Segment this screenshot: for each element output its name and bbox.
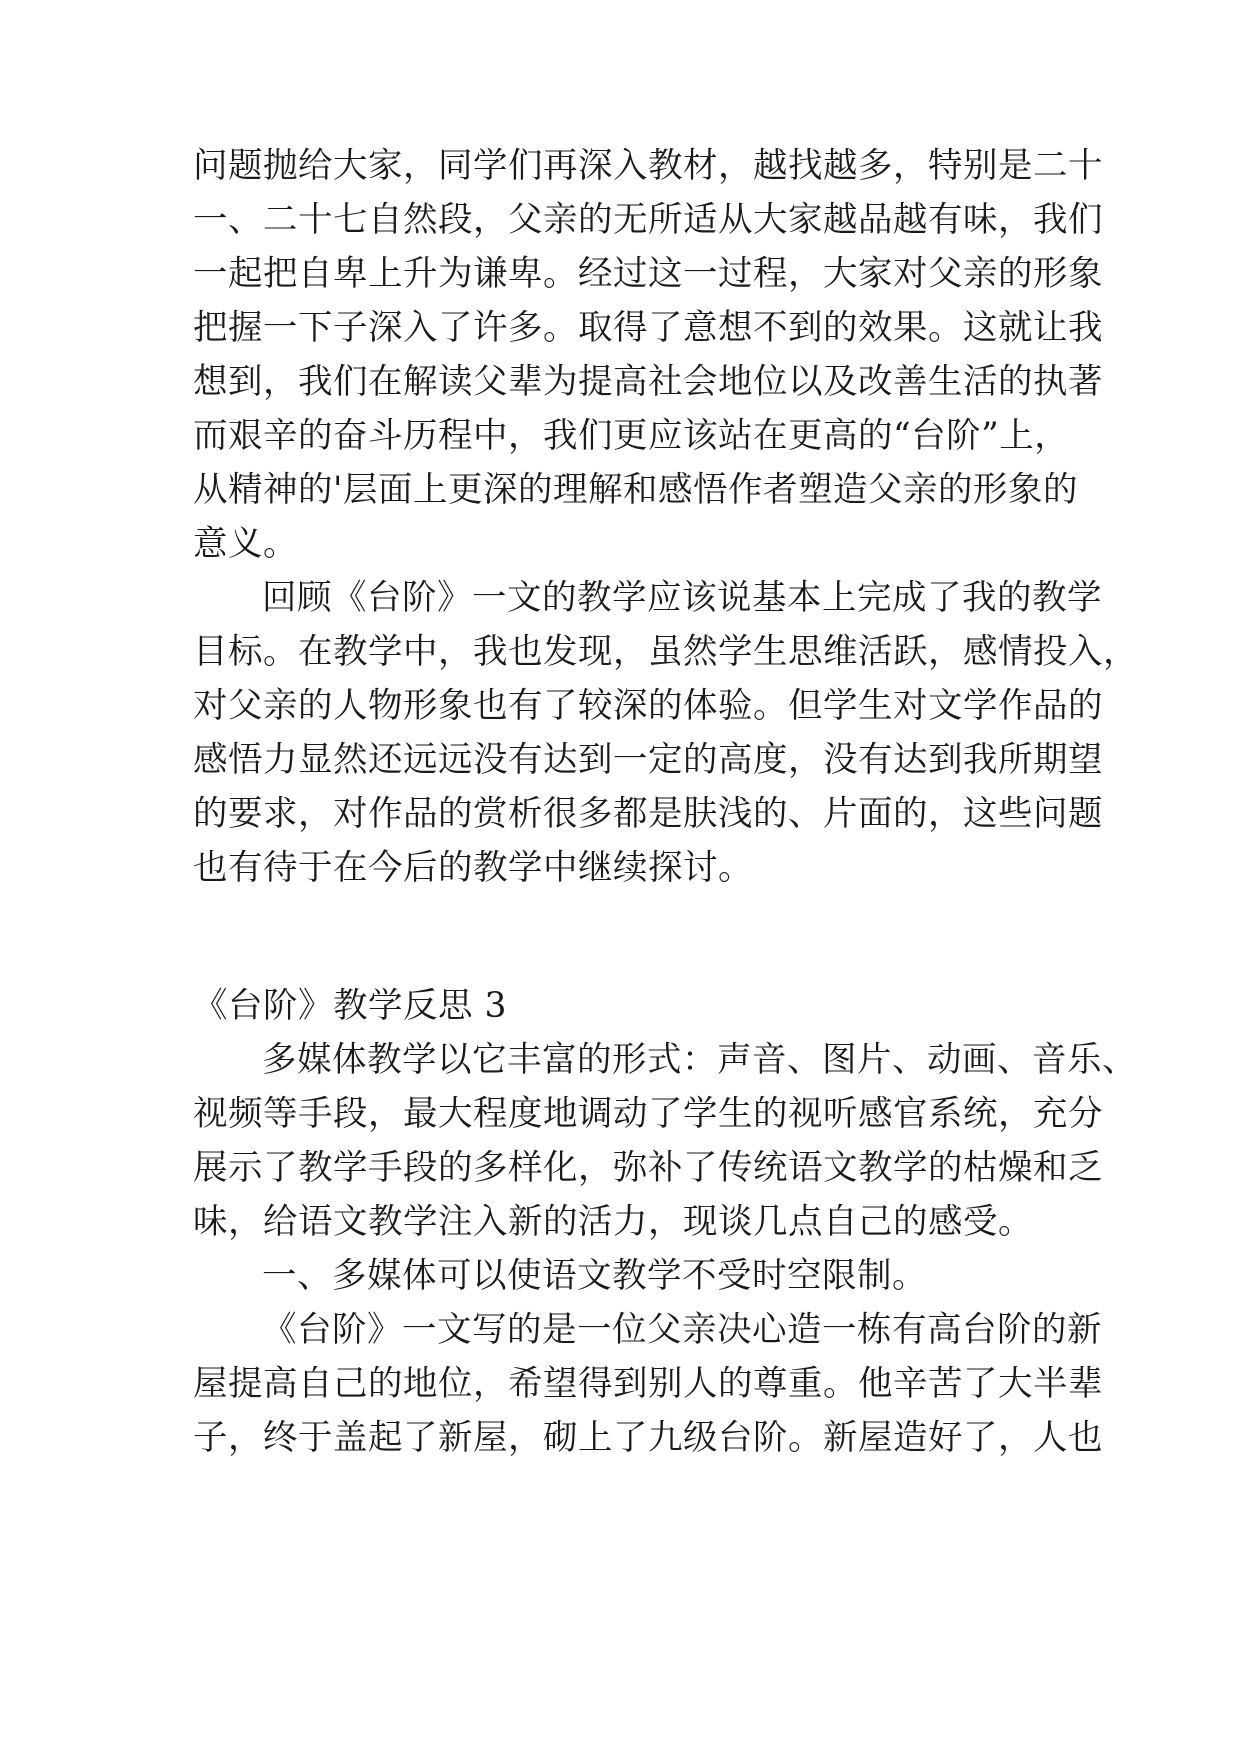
paragraph-line: 把握一下子深入了许多。取得了意想不到的效果。这就让我 bbox=[193, 308, 1103, 348]
paragraph-line: 感悟力显然还远远没有达到一定的高度，没有达到我所期望 bbox=[193, 740, 1103, 780]
paragraph-line: 子，终于盖起了新屋，砌上了九级台阶。新屋造好了，人也 bbox=[193, 1418, 1103, 1458]
paragraph-line: 多媒体教学以它丰富的形式：声音、图片、动画、音乐、 bbox=[262, 1040, 1137, 1080]
paragraph-line: 屋提高自己的地位，希望得到别人的尊重。他辛苦了大半辈 bbox=[193, 1364, 1103, 1404]
paragraph-line: 问题抛给大家，同学们再深入教材，越找越多，特别是二十 bbox=[193, 146, 1103, 186]
paragraph-line: 也有待于在今后的教学中继续探讨。 bbox=[193, 848, 753, 888]
paragraph-line: 目标。在教学中，我也发现，虽然学生思维活跃，感情投入， bbox=[193, 632, 1138, 672]
paragraph-line: 《台阶》一文写的是一位父亲决心造一栋有高台阶的新 bbox=[262, 1310, 1102, 1350]
section-title: 《台阶》教学反思 3 bbox=[193, 986, 507, 1026]
paragraph-line: 回顾《台阶》一文的教学应该说基本上完成了我的教学 bbox=[262, 578, 1102, 618]
paragraph-line: 对父亲的人物形象也有了较深的体验。但学生对文学作品的 bbox=[193, 686, 1103, 726]
paragraph-line: 一起把自卑上升为谦卑。经过这一过程，大家对父亲的形象 bbox=[193, 254, 1103, 294]
paragraph-line: 而艰辛的奋斗历程中，我们更应该站在更高的“台阶”上， bbox=[193, 416, 1070, 456]
paragraph-line: 味，给语文教学注入新的活力，现谈几点自己的感受。 bbox=[193, 1202, 1033, 1242]
paragraph-line: 的要求，对作品的赏析很多都是肤浅的、片面的，这些问题 bbox=[193, 794, 1103, 834]
point-heading: 一、多媒体可以使语文教学不受时空限制。 bbox=[262, 1256, 927, 1296]
paragraph-line: 一、二十七自然段，父亲的无所适从大家越品越有味，我们 bbox=[193, 200, 1103, 240]
paragraph-line: 视频等手段，最大程度地调动了学生的视听感官系统，充分 bbox=[193, 1094, 1103, 1134]
paragraph-line: 从精神的'层面上更深的理解和感悟作者塑造父亲的形象的 bbox=[193, 470, 1078, 510]
paragraph-line: 展示了教学手段的多样化，弥补了传统语文教学的枯燥和乏 bbox=[193, 1148, 1103, 1188]
paragraph-line: 意义。 bbox=[193, 524, 298, 564]
paragraph-line: 想到，我们在解读父辈为提高社会地位以及改善生活的执著 bbox=[193, 362, 1103, 402]
